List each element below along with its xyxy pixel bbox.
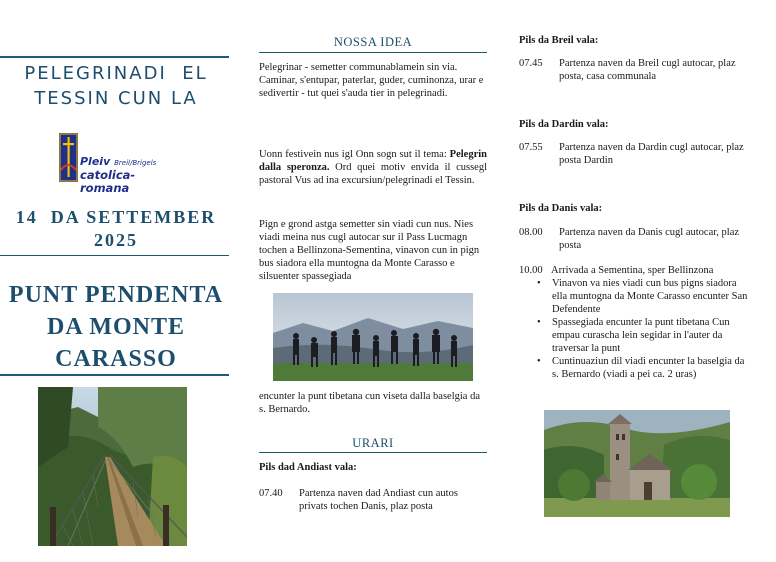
breil-heading: Pils da Breil vala: bbox=[519, 35, 599, 46]
parish-logo bbox=[57, 130, 182, 195]
title-rule bbox=[0, 374, 229, 376]
pre-title bbox=[0, 61, 232, 111]
andiast-heading: Pils dad Andiast vala: bbox=[259, 462, 357, 473]
arrival-time: 10.00 bbox=[519, 265, 543, 276]
danis-heading: Pils da Danis vala: bbox=[519, 203, 603, 214]
suspension-bridge-photo bbox=[38, 387, 187, 546]
right-column bbox=[519, 0, 769, 562]
dardin-heading: Pils da Dardin vala: bbox=[519, 119, 609, 130]
idea-paragraph-1 bbox=[259, 61, 487, 100]
top-rule bbox=[0, 56, 229, 58]
breil-desc: Partenza naven da Breil cugl autocar, plaz posta, casa communala bbox=[559, 58, 736, 82]
breil-schedule bbox=[519, 57, 769, 87]
list-item: • Vinavon va nies viadi cun bus pigns siadora ella muntogna da Monte Carasso encunter San Defendente bbox=[537, 277, 749, 316]
danis-schedule bbox=[519, 226, 769, 256]
danis-desc: Partenza naven da Danis cugl autocar, plaz posta bbox=[559, 227, 740, 251]
idea-p1-line-2: Caminar, s'entupar, paterlar, guder, cuminonza, urar e sedivertir - tut quei s'auda tier in pelegrinadi. bbox=[259, 75, 484, 99]
idea-rule bbox=[259, 52, 487, 53]
pre-title-line-1: PELEGRINADI EL bbox=[24, 63, 208, 84]
danis-time: 08.00 bbox=[519, 227, 543, 238]
main-title-line-2: DA MONTE bbox=[46, 314, 185, 340]
itinerary-list bbox=[537, 277, 749, 381]
dardin-desc: Partenza naven da Dardin cugl autocar, plaz posta Dardin bbox=[559, 142, 744, 166]
hikers-silhouette-photo bbox=[273, 293, 473, 381]
arrival-schedule bbox=[519, 264, 769, 278]
idea-heading: NOSSA IDEA bbox=[333, 35, 413, 49]
left-column bbox=[0, 0, 232, 562]
idea-p2-pre: Uonn festivein nus igl Onn sogn sut il tema: bbox=[259, 149, 450, 160]
main-title bbox=[0, 279, 232, 375]
date-day-month: 14 DA SETTEMBER bbox=[15, 207, 217, 227]
list-item: • Spassegiada encunter la punt tibetana Cun empau curascha lein segidar in l'auter da traversar la punt bbox=[537, 316, 749, 355]
dardin-time: 07.55 bbox=[519, 142, 543, 153]
urari-heading: URARI bbox=[352, 436, 394, 450]
stone-church-photo bbox=[544, 410, 730, 517]
idea-p2-bold: Pelegrin dalla speronza. bbox=[259, 149, 487, 173]
idea-paragraph-4: encunter la punt tibetana cun viseta dalla baselgia da s. Bernardo. bbox=[259, 391, 480, 415]
idea-p1-line-1: Pelegrinar - semetter communablamein sin via. bbox=[259, 62, 458, 73]
andiast-schedule bbox=[259, 487, 487, 517]
list-item: • Cuntinuaziun dil viadi encunter la baselgia da s. Bernardo (viadi a pei ca. 2 uras) bbox=[537, 355, 749, 381]
breil-time: 07.45 bbox=[519, 58, 543, 69]
date-rule bbox=[0, 255, 229, 256]
logo-pleiv: Pleiv bbox=[80, 155, 111, 168]
middle-column bbox=[259, 0, 487, 562]
date-year: 2025 bbox=[94, 230, 138, 250]
main-title-line-3: CARASSO bbox=[55, 346, 177, 372]
logo-breil: Breil/Brigels bbox=[114, 159, 157, 167]
dardin-schedule bbox=[519, 141, 769, 171]
andiast-desc: Partenza naven dad Andiast cun autos privats tochen Danis, plaz posta bbox=[299, 488, 458, 512]
idea-paragraph-3: Pign e grond astga semetter sin viadi cun nus. Nies viadi meina nus cugl autocar sur il Pass Lucmagn tochen a Bellinzona-Sementina, vinavon cun in pign bus siadora ella muntogna da Monte Carasso e silsuenter spassegiada bbox=[259, 219, 480, 282]
idea-paragraph-2 bbox=[259, 148, 487, 187]
logo-catolica: catolica-romana bbox=[80, 168, 136, 195]
pre-title-line-2: TESSIN CUN LA bbox=[34, 88, 198, 109]
urari-rule bbox=[259, 452, 487, 453]
main-title-line-1: PUNT PENDENTA bbox=[8, 282, 224, 308]
arrival-desc: Arrivada a Sementina, sper Bellinzona bbox=[551, 265, 714, 276]
idea-p2-post: Ord quei motiv envida il cussegl pastoral Vus ad ina excursiun/pelegrinadi el Tessin. bbox=[259, 162, 487, 186]
andiast-time: 07.40 bbox=[259, 488, 283, 499]
